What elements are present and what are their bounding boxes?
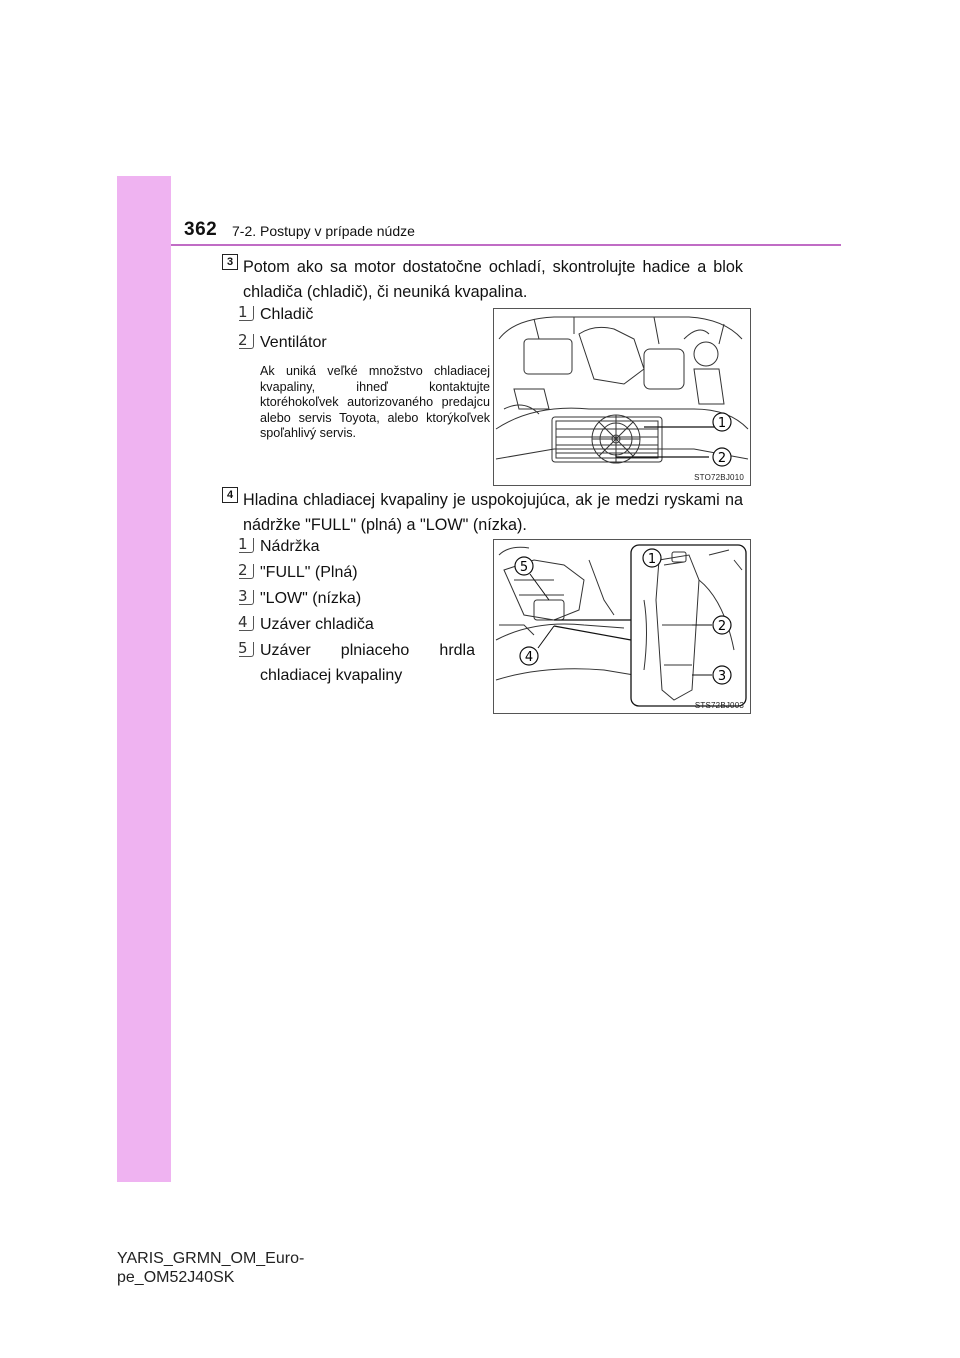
item-number-badge: 1 xyxy=(238,537,253,552)
item-label-full: "FULL" (Plná) xyxy=(260,564,358,581)
step-3-badge: 3 xyxy=(222,254,238,270)
reservoir-callout-1 xyxy=(643,549,661,567)
svg-text:1: 1 xyxy=(717,416,727,431)
engine-bay-illustration xyxy=(494,309,750,485)
svg-text:1: 1 xyxy=(647,552,657,567)
step-3-text: Potom ako sa motor dostatočne ochladí, skontrolujte hadice a blok chladiča (chladič), či neuniká kvapalina. xyxy=(243,258,743,301)
step-4-text: Hladina chladiacej kvapaliny je uspokojujúca, ak je medzi ryskami na nádržke "FULL" (plná) a "LOW" (nízka). xyxy=(243,491,743,534)
coolant-reservoir-figure xyxy=(493,539,751,714)
item-number-badge: 3 xyxy=(238,589,253,604)
svg-text:2: 2 xyxy=(717,619,727,634)
reservoir-callout-5 xyxy=(515,557,549,600)
item-label-filler-cap: Uzáver plniaceho hrdla chladiacej kvapaliny xyxy=(260,642,475,684)
document-id-line-1: YARIS_GRMN_OM_Euro- xyxy=(117,1250,305,1267)
document-id xyxy=(117,1249,304,1287)
engine-bay-radiator-figure xyxy=(493,308,751,486)
svg-text:2: 2 xyxy=(717,451,727,466)
chapter-sidebar xyxy=(117,176,171,1182)
item-number-badge: 2 xyxy=(238,563,253,578)
coolant-reservoir-illustration xyxy=(494,540,750,713)
svg-text:4: 4 xyxy=(524,650,534,665)
page-number: 362 xyxy=(184,219,218,240)
chapter-title: 7-2. Postupy v prípade núdze xyxy=(232,223,415,239)
svg-text:5: 5 xyxy=(519,560,529,575)
leak-note: Ak uniká veľké množstvo chladiacej kvapaliny, ihneď kontaktujte ktoréhokoľvek autorizovaného predajcu alebo servis Toyota, alebo ktorýkoľvek spoľahlivý servis. xyxy=(260,364,490,441)
callout-1 xyxy=(713,413,731,431)
document-id-line-2: pe_OM52J40SK xyxy=(117,1269,235,1286)
item-number-badge: 4 xyxy=(238,615,253,630)
callout-2 xyxy=(713,448,731,466)
reservoir-callout-4 xyxy=(520,626,554,665)
svg-text:3: 3 xyxy=(717,669,727,684)
figure-code: STS72BJ003 xyxy=(694,701,744,710)
item-label-low: "LOW" (nízka) xyxy=(260,590,362,607)
item-number-badge: 1 xyxy=(238,305,253,320)
item-label-radiator-cap: Uzáver chladiča xyxy=(260,616,374,633)
item-number-badge: 2 xyxy=(238,333,253,348)
item-label-fan: Ventilátor xyxy=(260,334,327,351)
header-rule xyxy=(171,244,841,246)
item-number-badge: 5 xyxy=(238,641,253,656)
step-4-badge: 4 xyxy=(222,487,238,503)
item-label-reservoir: Nádržka xyxy=(260,538,320,555)
figure-code: STO72BJ010 xyxy=(694,473,744,482)
item-label-radiator: Chladič xyxy=(260,306,314,323)
